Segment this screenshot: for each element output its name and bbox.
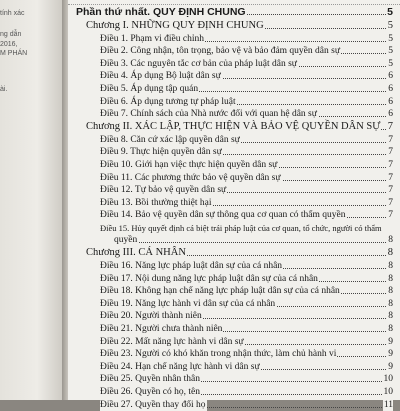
toc-entry-title: Điều 4. Áp dụng Bộ luật dân sự [100, 71, 221, 82]
toc-page-number: 8 [388, 235, 393, 246]
toc-entry-title: Chương II. XÁC LẬP, THỰC HIỆN VÀ BẢO VỆ QUYỀN DÂN SỰ [86, 120, 381, 132]
toc-entry-title: Điều 27. Quyền thay đổi họ [100, 399, 206, 410]
toc-entry-title: Điều 22. Mất năng lực hành vi dân sự [100, 336, 244, 347]
toc-page-number: 5 [388, 33, 393, 44]
toc-entry [68, 197, 400, 209]
toc-page-number: 6 [388, 109, 393, 120]
toc-entry-title: Điều 6. Áp dụng tương tự pháp luật [100, 96, 236, 107]
left-page-fragment: ng dẫn [0, 31, 22, 38]
toc-entry [68, 146, 400, 158]
left-page-fragment: ài. [0, 86, 8, 93]
toc-entry-title: Điều 14. Bảo vệ quyền dân sự thông qua cơ quan có thẩm quyền [100, 210, 346, 221]
toc-page-number: 7 [388, 197, 393, 208]
toc-entry-title: Điều 10. Giới hạn việc thực hiện quyền dân sự [100, 159, 278, 170]
toc-entry [68, 310, 400, 322]
toc-entry-title: Điều 5. Áp dụng tập quán [100, 83, 199, 94]
toc-page-number: 7 [387, 120, 393, 132]
toc-entry-title: Điều 17. Nội dung năng lực pháp luật dân sự của cá nhân [100, 273, 318, 284]
toc-entry-title: Điều 1. Phạm vi điều chỉnh [100, 33, 204, 44]
toc-entry [68, 134, 400, 146]
toc-entry-title: Điều 12. Tự bảo vệ quyền dân sự [100, 185, 227, 196]
toc-page-number: 5 [388, 58, 393, 69]
toc-page-number: 8 [388, 298, 393, 309]
toc-entry [68, 108, 400, 120]
toc-chapter-heading [68, 121, 400, 133]
toc-entry-title: Điều 9. Thực hiện quyền dân sự [100, 147, 222, 158]
toc-part-heading [68, 6, 400, 18]
left-page-fragment: tính xác [0, 10, 25, 17]
toc-entry-title: Điều 3. Các nguyên tắc cơ bản của pháp luật dân sự [100, 58, 297, 69]
toc-entry-title: Điều 16. Năng lực pháp luật dân sự của cá nhân [100, 260, 283, 271]
toc-entry-title: Điều 24. Hạn chế năng lực hành vi dân sự [100, 361, 260, 372]
toc-page-number: 7 [388, 159, 393, 170]
toc-entry [68, 260, 400, 272]
toc-page-number: 9 [388, 336, 393, 347]
toc-entry [68, 33, 400, 45]
toc-entry-title: Điều 7. Chính sách của Nhà nước đối với quan hệ dân sự [100, 109, 317, 120]
toc-page-number: 6 [388, 83, 393, 94]
left-page-edge [0, 0, 62, 400]
toc-entry [68, 273, 400, 285]
dot-leader [114, 242, 392, 243]
left-page-fragment: 2016, [0, 41, 18, 48]
toc-page-number: 8 [388, 323, 393, 334]
toc-entry [68, 361, 400, 373]
toc-entry-title: Điều 18. Không hạn chế năng lực pháp luật dân sự của cá nhân [100, 286, 340, 297]
toc-page-number: 9 [388, 349, 393, 360]
toc-entry-title: Điều 20. Người thành niên [100, 311, 202, 322]
toc-page-number: 7 [388, 134, 393, 145]
toc-entry [68, 373, 400, 385]
toc-page-number: 9 [388, 361, 393, 372]
toc-entry [68, 348, 400, 360]
toc-page-number: 5 [388, 46, 393, 57]
toc-entry [68, 184, 400, 196]
toc-entry [68, 83, 400, 95]
toc-entry [68, 45, 400, 57]
toc-page-number: 7 [388, 172, 393, 183]
toc-entry [68, 323, 400, 335]
toc-entry-title: Điều 2. Công nhận, tôn trọng, bảo vệ và bảo đảm quyền dân sự [100, 46, 340, 57]
toc-entry-title: Điều 21. Người chưa thành niên [100, 323, 223, 334]
toc-entry-title: Điều 26. Quyền có họ, tên [100, 386, 200, 397]
toc-entry [68, 285, 400, 297]
toc-page-number: 8 [387, 246, 393, 258]
left-page-fragment: M PHÁN [0, 50, 28, 57]
toc-page-number: 6 [388, 71, 393, 82]
toc-entry [68, 172, 400, 184]
toc-chapter-heading [68, 247, 400, 259]
toc-entry-title: Phần thứ nhất. QUY ĐỊNH CHUNG [76, 6, 246, 18]
toc-page-number: 10 [383, 386, 393, 397]
toc-entry-title: Chương I. NHỮNG QUY ĐỊNH CHUNG [86, 19, 264, 31]
toc-entry [68, 159, 400, 171]
toc-page-number: 10 [383, 374, 393, 385]
toc-entry [68, 222, 400, 234]
toc-entry [68, 209, 400, 221]
toc-entry [68, 58, 400, 70]
toc-page-number: 8 [388, 286, 393, 297]
toc-entry-title: Điều 19. Năng lực hành vi dân sự của cá nhân [100, 298, 276, 309]
toc-entry-title: quyền [114, 235, 138, 246]
toc-entry [68, 399, 400, 411]
toc-entry-title: Điều 15. Hủy quyết định cá biệt trái pháp luật của cơ quan, tổ chức, người có thẩm [100, 222, 382, 233]
toc-page-number: 5 [387, 6, 393, 18]
toc-entry-title: Điều 23. Người có khó khăn trong nhận thức, làm chủ hành vi [100, 349, 337, 360]
top-dotted-line [68, 0, 400, 5]
toc-page-number: 8 [388, 260, 393, 271]
toc-page-number: 5 [387, 19, 393, 31]
toc-page-number: 7 [388, 185, 393, 196]
toc-entry [68, 386, 400, 398]
toc-entry-title: Điều 8. Căn cứ xác lập quyền dân sự [100, 134, 240, 145]
toc-page-number: 7 [388, 210, 393, 221]
toc-page-number: 8 [388, 311, 393, 322]
toc-entry-continuation [68, 234, 400, 246]
toc-entry [68, 96, 400, 108]
toc-page-number: 8 [388, 273, 393, 284]
toc-page-number: 6 [388, 96, 393, 107]
toc-entry-title: Điều 25. Quyền nhân thân [100, 374, 200, 385]
toc-page-number: 7 [388, 147, 393, 158]
toc-entry [68, 70, 400, 82]
toc-entry-title: Điều 13. Bồi thường thiệt hại [100, 197, 212, 208]
toc-entry [68, 298, 400, 310]
toc-chapter-heading [68, 20, 400, 32]
toc-entry-title: Điều 11. Các phương thức bảo vệ quyền dân sự [100, 172, 281, 183]
toc-page [68, 0, 400, 410]
toc-entry [68, 336, 400, 348]
toc-entry-title: Chương III. CÁ NHÂN [86, 246, 186, 258]
toc-page-number: 11 [383, 399, 393, 410]
